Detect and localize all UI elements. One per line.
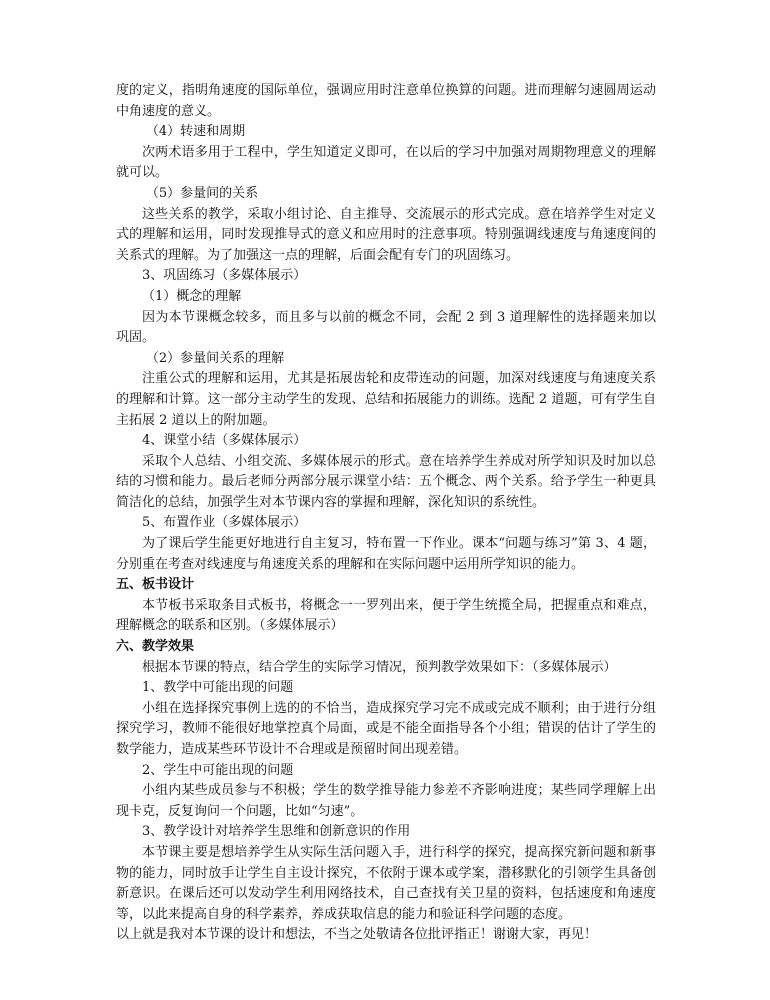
paragraph-continuation: 度的定义，指明角速度的国际单位，强调应用时注意单位换算的问题。进而理解匀速圆周运动中角速度的意义。: [116, 83, 656, 119]
section-item-summary: 4、课堂小结（多媒体展示）: [142, 433, 307, 449]
paragraph: 根据本节课的特点，结合学生的实际学习情况，预判教学效果如下：（多媒体展示）: [142, 659, 617, 675]
subheading-parameter-relations: （5）参量间的关系: [145, 185, 259, 201]
section-heading-teaching-effect: 六、教学效果: [116, 639, 195, 655]
section-heading-board-design: 五、板书设计: [116, 577, 195, 593]
section-item-homework: 5、布置作业（多媒体展示）: [142, 515, 307, 531]
paragraph: 因为本节课概念较多，而且多与以前的概念不同，会配 2 到 3 道理解性的选择题来加以巩固。: [116, 309, 656, 346]
section-item-consolidation: 3、巩固练习（多媒体展示）: [142, 268, 307, 284]
paragraph: 本节课主要是想培养学生从实际生活问题入手，进行科学的探究，提高探究新问题和新事物的能力，同时放手让学生自主设计探究，不依附于课本或学案，潜移默化的引领学生具备创新意识。在课后还可以发动学生利用网络技术，自己查找有关卫星的资料，包括速度和角速度等，以此来提高自身的科学素养，养成获取信息的能力和验证科学问题的态度。: [116, 844, 656, 922]
paragraph: 这些关系的教学，采取小组讨论、自主推导、交流展示的形式完成。意在培养学生对定义式的理解和运用，同时发现推导式的意义和应用时的注意事项。特别强调线速度与角速度间的关系式的理解。为了加强这一点的理解，后面会配有专门的巩固练习。: [116, 206, 656, 263]
paragraph: 小组内某些成员参与不积极；学生的数学推导能力参差不齐影响进度；某些同学理解上出现卡克，反复询问一个问题，比如“匀速”。: [116, 783, 656, 819]
subheading-concept-understanding: （1）概念的理解: [142, 288, 242, 304]
paragraph: 本节板书采取条目式板书，将概念一一罗列出来，便于学生统揽全局，把握重点和难点，理解概念的联系和区别。（多媒体展示）: [116, 597, 656, 634]
paragraph: 为了课后学生能更好地进行自主复习，特布置一下作业。课本“问题与练习”第 3、4 题，分别重在考查对线速度与角速度关系的理解和在实际问题中运用所学知识的能力。: [116, 536, 656, 572]
paragraph: 采取个人总结、小组交流、多媒体展示的形式。意在培养学生养成对所学知识及时加以总结的习惯和能力。最后老师分两部分展示课堂小结：五个概念、两个关系。给予学生一种更具简洁化的总结，加强学生对本节课内容的掌握和理解，深化知识的系统性。: [116, 453, 656, 510]
subheading-rotation-period: （4）转速和周期: [145, 124, 246, 140]
section-item-innovation: 3、教学设计对培养学生思维和创新意识的作用: [142, 824, 411, 840]
paragraph: 小组在选择探究事例上选的的不恰当，造成探究学习完不成或完成不顺利；由于进行分组探究学习，教师不能很好地掌控真个局面，或是不能全面指导各个小组；错误的估计了学生的数学能力，造成某些环节设计不合理或是预留时间出现差错。: [116, 700, 656, 757]
document-body: [116, 81, 656, 946]
section-item-student-problems: 2、学生中可能出现的问题: [142, 762, 294, 778]
subheading-relation-understanding: （2）参量间关系的理解: [145, 350, 285, 366]
section-item-teaching-problems: 1、教学中可能出现的问题: [142, 680, 294, 696]
paragraph: 次两术语多用于工程中，学生知道定义即可，在以后的学习中加强对周期物理意义的理解就可以。: [116, 144, 656, 181]
closing-remark: 以上就是我对本节课的设计和想法，不当之处敬请各位批评指正！谢谢大家，再见！: [116, 927, 598, 943]
paragraph: 注重公式的理解和运用，尤其是拓展齿轮和皮带连动的问题，加深对线速度与角速度关系的理解和计算。这一部分主动学生的发现、总结和拓展能力的训练。选配 2 道题，可有学生自主拓展 2 道以上的附加题。: [116, 371, 656, 428]
